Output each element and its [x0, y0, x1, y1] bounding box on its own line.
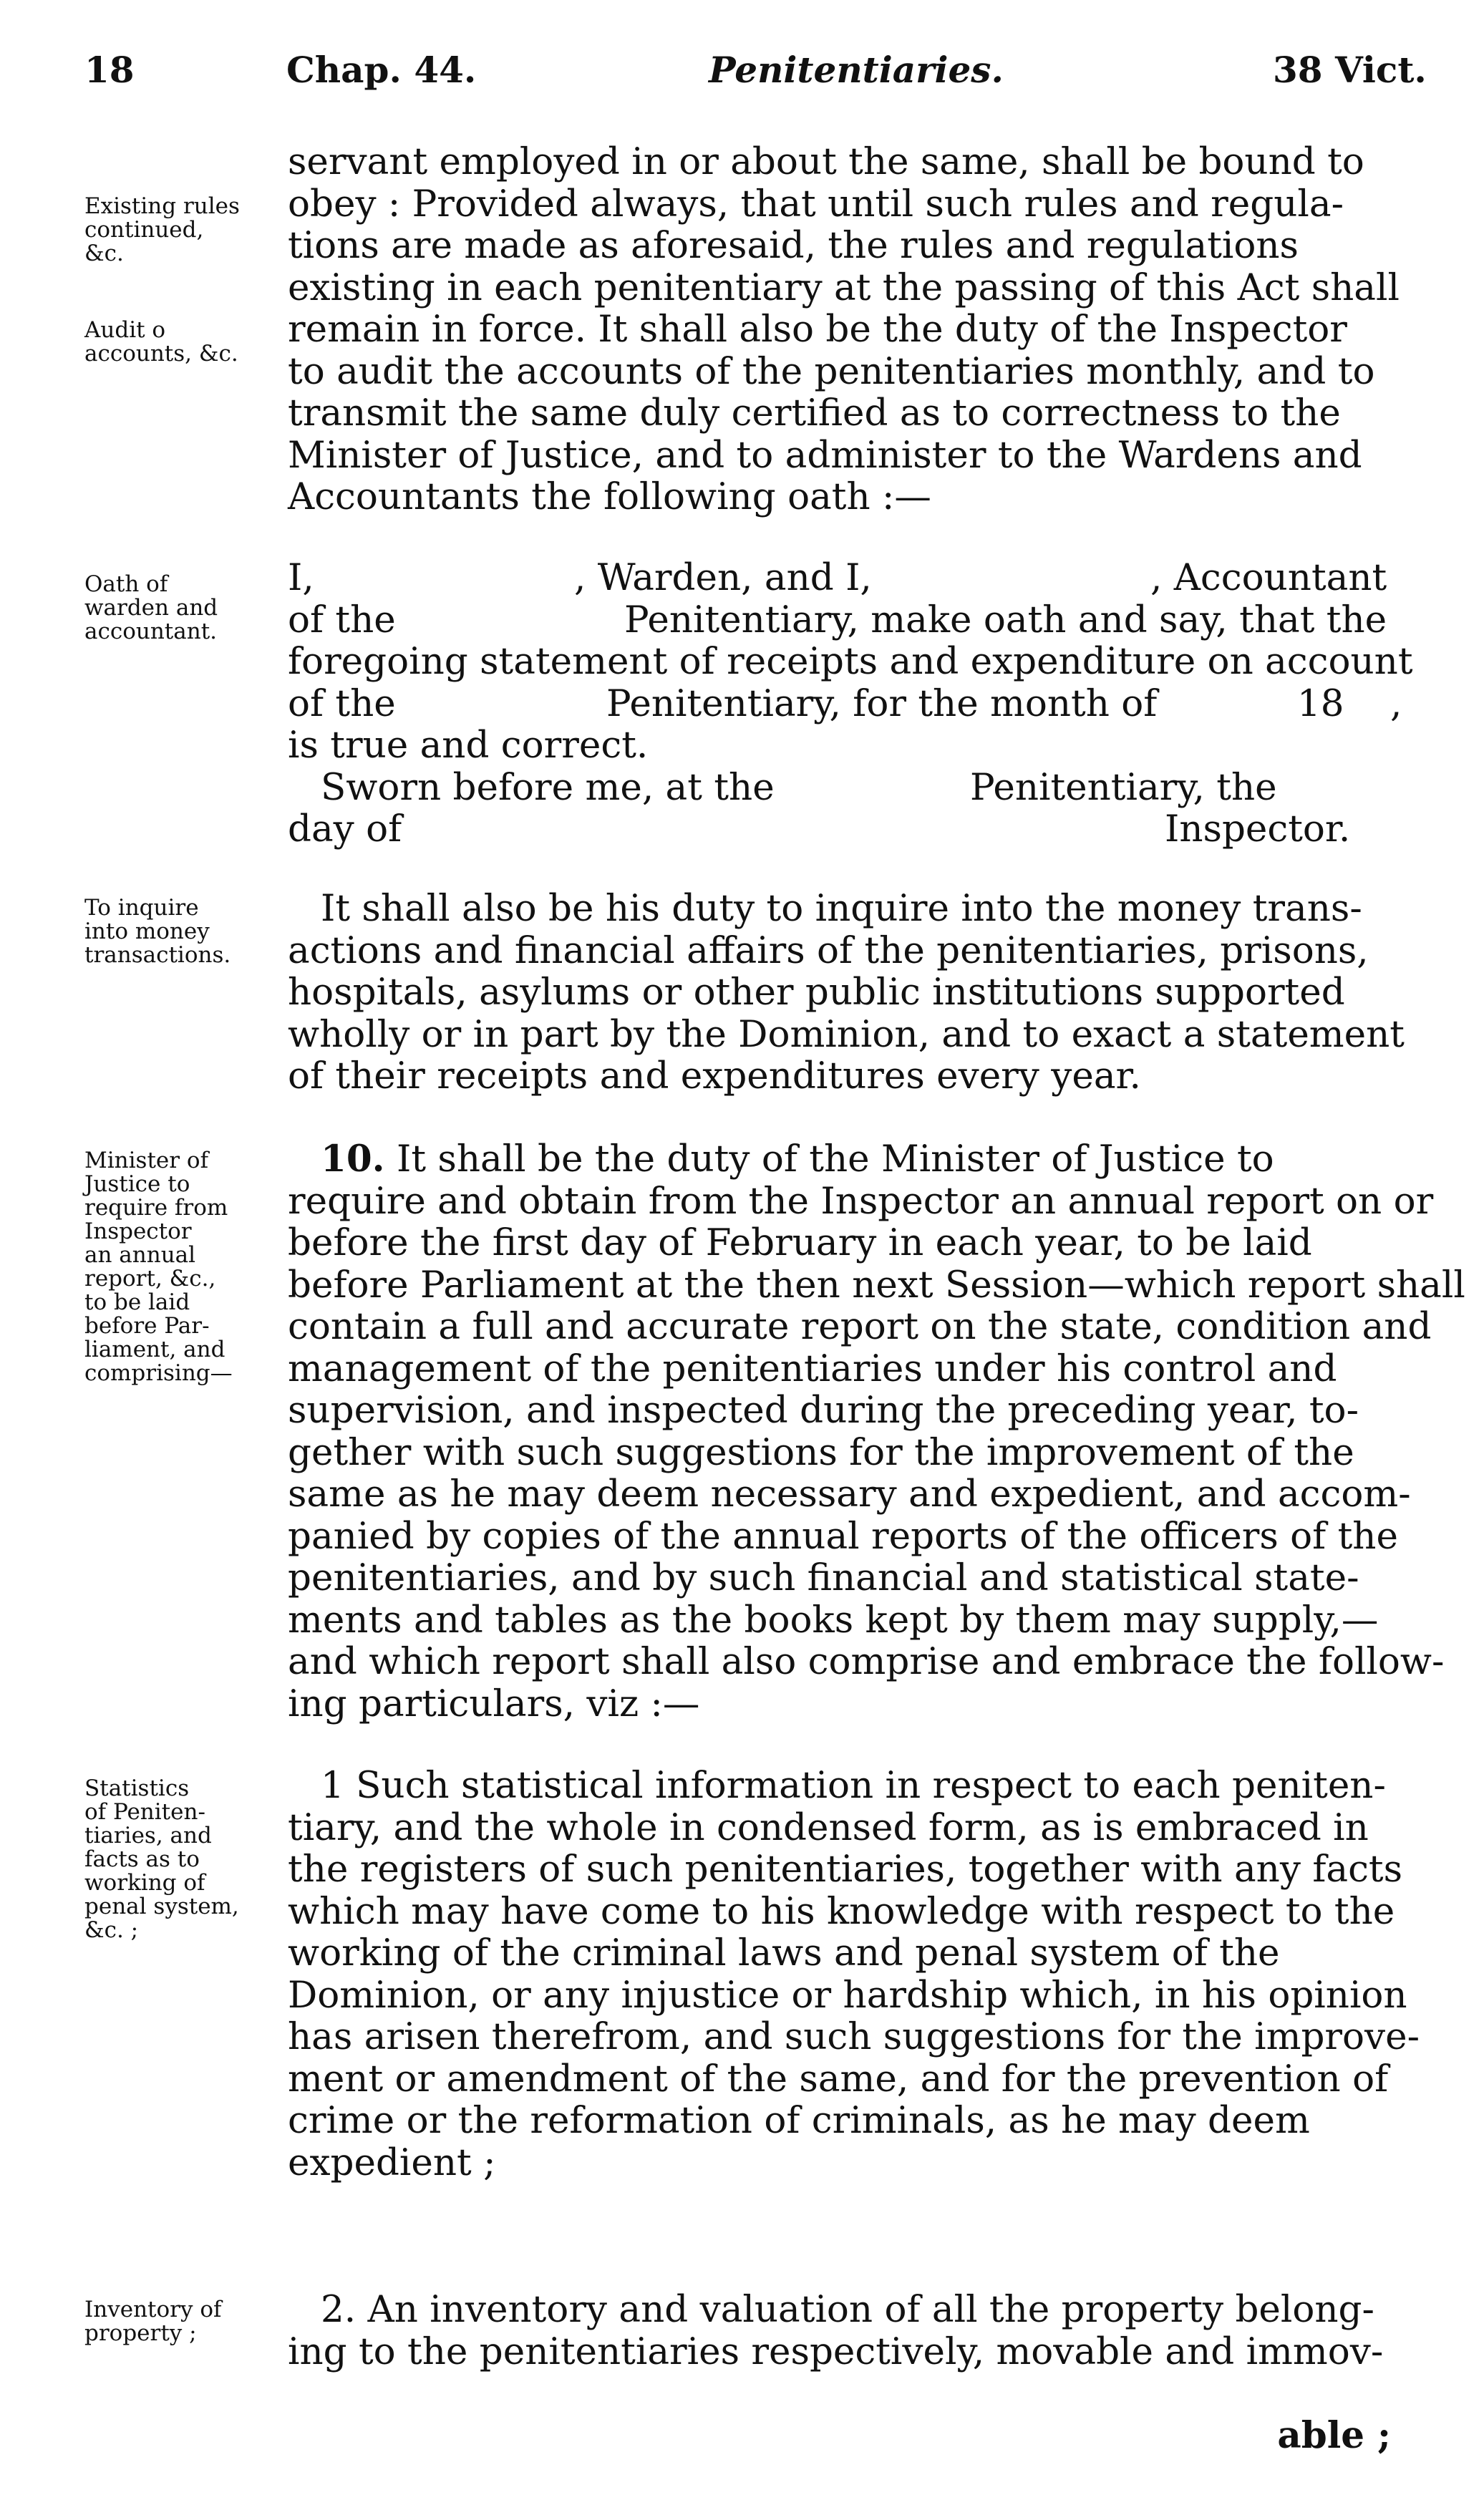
catchword: able ;	[1277, 2414, 1391, 2457]
oath-text: Penitentiary, the	[970, 765, 1277, 809]
text-line: the registers of such penitentiaries, together with any facts	[288, 1848, 1403, 1891]
margin-note-audit: Audit o accounts, &c.	[84, 317, 238, 367]
text-line: servant employed in or about the same, shall be bound to	[288, 140, 1364, 183]
paragraph-rules-and-audit	[288, 141, 1401, 518]
margin-note-existing-rules: Existing rules continued, &c.	[84, 193, 240, 266]
text-line: which may have come to his knowledge with respect to the	[288, 1889, 1395, 1933]
oath-text: ,	[1390, 682, 1402, 725]
oath-text: day of	[288, 808, 402, 851]
margin-note-oath: Oath of warden and accountant.	[84, 571, 218, 644]
margin-note-inquire: To inquire into money transactions.	[84, 895, 231, 968]
text-line: and which report shall also comprise and embrace the follow-	[288, 1640, 1445, 1683]
oath-text: foregoing statement of receipts and expenditure on account	[288, 640, 1413, 683]
margin-note-statistics: Statistics of Peniten- tiaries, and facts as to working of penal system, &c. ;	[84, 1775, 239, 1943]
margin-note-minister: Minister of Justice to require from Inspector an annual report, &c., to be laid before Par- liament, and comprising—	[84, 1148, 233, 1386]
oath-text: I,	[288, 556, 314, 599]
text-line: existing in each penitentiary at the passing of this Act shall	[288, 266, 1400, 309]
text-line: 1 Such statistical information in respect to each peniten-	[321, 1764, 1386, 1807]
text-line: before the first day of February in each year, to be laid	[288, 1221, 1312, 1264]
text-line: tiary, and the whole in condensed form, as is embraced in	[288, 1806, 1369, 1849]
text-line: gether with such suggestions for the improvement of the	[288, 1430, 1354, 1474]
section-number: 10.	[321, 1138, 385, 1181]
text-line: tions are made as aforesaid, the rules and regulations	[288, 224, 1299, 267]
oath-text: Penitentiary, make oath and say, that the	[624, 598, 1387, 641]
oath-text: Inspector.	[1165, 808, 1351, 851]
text-line: ing particulars, viz :—	[288, 1682, 700, 1725]
text-line: ments and tables as the books kept by them may supply,—	[288, 1598, 1379, 1642]
oath-text: Penitentiary, for the month of	[606, 682, 1158, 725]
item-1	[288, 1764, 1420, 2184]
text-line: Minister of Justice, and to administer to the Wardens and	[288, 433, 1362, 477]
text-line: actions and financial affairs of the penitentiaries, prisons,	[288, 929, 1369, 972]
text-line: require and obtain from the Inspector an annual report on or	[288, 1179, 1434, 1223]
text-line: 2. An inventory and valuation of all the property belong-	[321, 2288, 1374, 2331]
paragraph-inquire	[288, 887, 1405, 1098]
text-line: of their receipts and expenditures every year.	[288, 1055, 1141, 1098]
text-line: It shall be the duty of the Minister of Justice to	[396, 1138, 1274, 1181]
oath-text: of the	[288, 682, 396, 725]
text-line: before Parliament at the then next Session—which report shall	[288, 1263, 1465, 1307]
oath-form	[288, 556, 1413, 851]
text-line: obey : Provided always, that until such rules and regula-	[288, 182, 1344, 226]
oath-text: Sworn before me, at the	[321, 765, 775, 809]
text-line: working of the criminal laws and penal system of the	[288, 1932, 1280, 1975]
oath-text: is true and correct.	[288, 724, 649, 767]
text-line: Dominion, or any injustice or hardship which, in his opinion	[288, 1973, 1407, 2017]
text-line: Accountants the following oath :—	[288, 475, 931, 518]
oath-text: , Warden, and I,	[574, 556, 872, 599]
text-line: transmit the same duly certified as to correctness to the	[288, 392, 1341, 435]
page-number: 18	[84, 49, 135, 91]
running-title: Penitentiaries.	[709, 49, 1004, 91]
oath-text: of the	[288, 598, 396, 641]
section-10	[288, 1138, 1465, 1725]
section-first-line	[288, 1138, 1401, 1181]
text-line: management of the penitentiaries under his control and	[288, 1347, 1337, 1390]
text-line: contain a full and accurate report on the state, condition and	[288, 1305, 1432, 1348]
text-line: to audit the accounts of the penitentiaries monthly, and to	[288, 349, 1375, 393]
text-line: remain in force. It shall also be the duty of the Inspector	[288, 308, 1347, 351]
text-line: hospitals, asylums or other public institutions supported	[288, 971, 1345, 1014]
page-header	[0, 49, 1484, 99]
text-line: panied by copies of the annual reports of the officers of the	[288, 1514, 1398, 1558]
oath-text: 18	[1297, 682, 1344, 725]
margin-note-inventory: Inventory of property ;	[84, 2297, 222, 2346]
text-line: expedient ;	[288, 2141, 496, 2184]
text-line: crime or the reformation of criminals, as he may deem	[288, 2099, 1310, 2142]
text-line: supervision, and inspected during the preceding year, to-	[288, 1389, 1359, 1432]
text-line: penitentiaries, and by such financial and statistical state-	[288, 1556, 1359, 1599]
item-2	[288, 2289, 1401, 2373]
text-line: It shall also be his duty to inquire into the money trans-	[321, 887, 1362, 930]
regnal-year: 38 Vict.	[1273, 49, 1427, 91]
text-line: has arisen therefrom, and such suggestions for the improve-	[288, 2015, 1420, 2058]
text-line: same as he may deem necessary and expedient, and accom-	[288, 1473, 1411, 1516]
text-line: ment or amendment of the same, and for the prevention of	[288, 2057, 1389, 2101]
text-line: ing to the penitentiaries respectively, movable and immov-	[288, 2330, 1384, 2373]
chapter-label: Chap. 44.	[286, 49, 477, 91]
oath-text: , Accountant	[1150, 556, 1387, 599]
text-line: wholly or in part by the Dominion, and to exact a statement	[288, 1012, 1405, 1056]
